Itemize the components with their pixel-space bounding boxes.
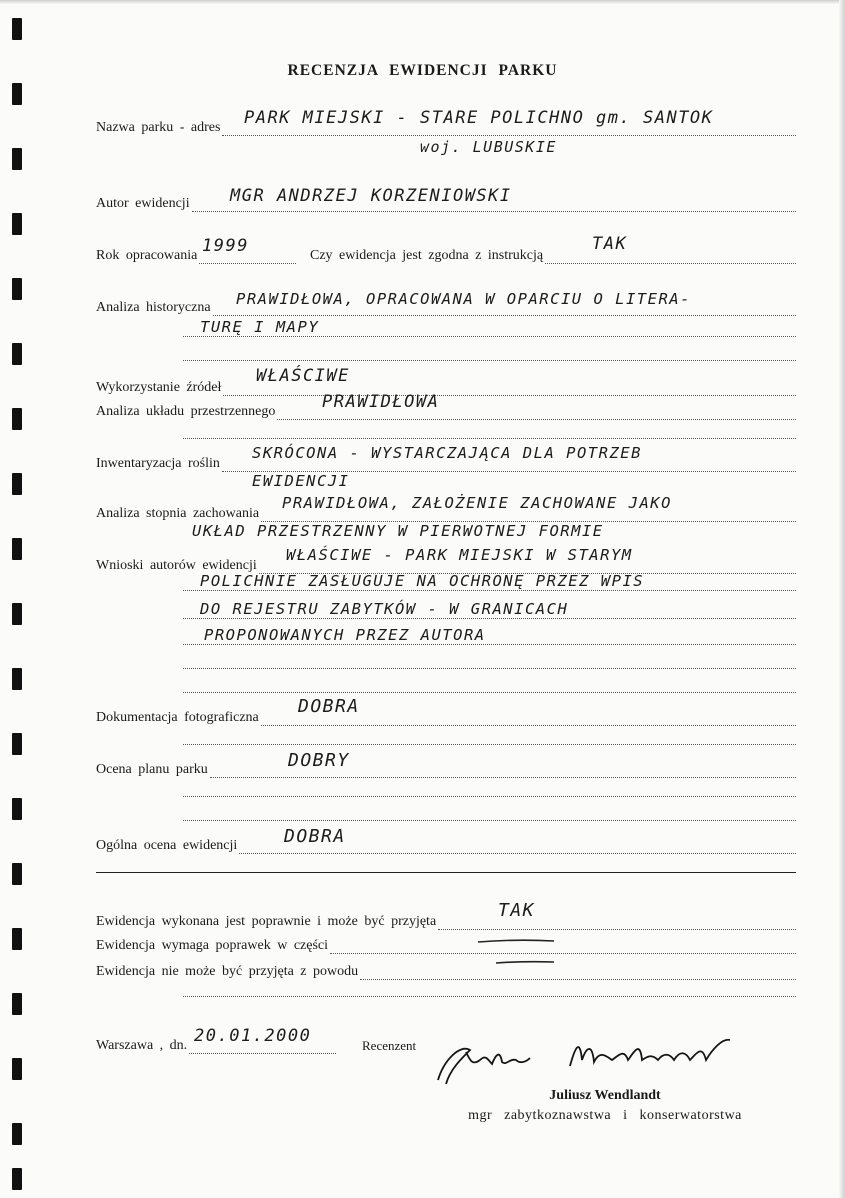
- binding-hole: [12, 928, 22, 950]
- binding-hole: [12, 668, 22, 690]
- label-uklad: Analiza układu przestrzennego: [96, 404, 276, 419]
- value-wnioski-line3: DO REJESTRU ZABYTKÓW - W GRANICACH: [200, 600, 569, 618]
- dotted-line: [330, 939, 796, 954]
- binding-hole: [12, 83, 22, 105]
- binding-hole: [12, 603, 22, 625]
- binding-hole: [12, 798, 22, 820]
- label-rok: Rok opracowania: [96, 248, 198, 263]
- value-rok: 1999: [202, 236, 249, 256]
- dash-mark: [494, 958, 556, 968]
- value-analiza-historyczna-line2: TURĘ I MAPY: [200, 318, 320, 336]
- value-wnioski: WŁAŚCIWE - PARK MIEJSKI W STARYM: [286, 546, 633, 564]
- label-stopnia: Analiza stopnia zachowania: [96, 506, 260, 521]
- value-nazwa-line2: woj. LUBUSKIE: [420, 138, 557, 156]
- signature-text: Juliusz Wendlandt: [430, 1030, 438, 1031]
- value-nazwa: PARK MIEJSKI - STARE POLICHNO gm. SANTOK: [244, 108, 714, 128]
- dotted-line: [183, 590, 796, 591]
- dotted-line: [183, 438, 796, 439]
- binding-hole: [12, 213, 22, 235]
- label-foto: Dokumentacja fotograficzna: [96, 710, 259, 725]
- value-stopnia: PRAWIDŁOWA, ZAŁOŻENIE ZACHOWANE JAKO: [282, 494, 672, 512]
- label-autor: Autor ewidencji: [96, 196, 190, 211]
- row-uklad: [96, 400, 796, 420]
- label-zrodla: Wykorzystanie źródeł: [96, 380, 222, 395]
- value-przyjeta: TAK: [498, 900, 536, 921]
- dotted-line: [183, 996, 796, 997]
- binding-hole: [12, 1058, 22, 1080]
- dotted-line: [183, 360, 796, 361]
- binding-hole: [12, 473, 22, 495]
- reviewer-block: [420, 1088, 790, 1124]
- label-reviewer: Recenzent: [362, 1038, 417, 1053]
- label-analiza-historyczna: Analiza historyczna: [96, 300, 211, 315]
- value-analiza-historyczna: PRAWIDŁOWA, OPRACOWANA W OPARCIU O LITERA-: [236, 290, 691, 308]
- value-zrodla: WŁAŚCIWE: [256, 366, 350, 386]
- dotted-line: [183, 668, 796, 669]
- value-roslin-line2: EWIDENCJI: [252, 472, 350, 490]
- row-poprawek: [96, 934, 796, 954]
- label-place: Warszawa , dn.: [96, 1038, 188, 1053]
- value-ogolna: DOBRA: [284, 826, 346, 847]
- binding-hole: [12, 148, 22, 170]
- binding-holes: [12, 18, 24, 1188]
- value-foto: DOBRA: [298, 696, 360, 717]
- binding-hole: [12, 993, 22, 1015]
- label-plan: Ocena planu parku: [96, 762, 208, 777]
- label-wnioski: Wnioski autorów ewidencji: [96, 558, 257, 573]
- row-nie: [96, 960, 796, 980]
- row-ogolna: [96, 834, 796, 854]
- value-autor: MGR ANDRZEJ KORZENIOWSKI: [230, 186, 512, 206]
- binding-hole: [12, 18, 22, 40]
- value-wnioski-line4: PROPONOWANYCH PRZEZ AUTORA: [204, 626, 486, 644]
- dotted-line: [438, 915, 796, 930]
- dotted-line: [183, 618, 796, 619]
- value-wnioski-line2: POLICHNIE ZASŁUGUJE NA OCHRONĘ PRZEZ WPIS: [200, 572, 645, 590]
- dotted-line: [183, 692, 796, 693]
- dotted-line: [183, 644, 796, 645]
- binding-hole: [12, 733, 22, 755]
- dotted-line: [183, 336, 796, 337]
- row-plan: [96, 758, 796, 778]
- dotted-line: [183, 796, 796, 797]
- dotted-line: [183, 744, 796, 745]
- binding-hole: [12, 1168, 22, 1190]
- dotted-line: [545, 249, 796, 264]
- row-rok: [96, 244, 296, 264]
- binding-hole: [12, 343, 22, 365]
- binding-hole: [12, 1123, 22, 1145]
- value-plan: DOBRY: [288, 750, 350, 771]
- label-ogolna: Ogólna ocena ewidencji: [96, 838, 238, 853]
- binding-hole: [12, 408, 22, 430]
- row-przyjeta: [96, 910, 796, 930]
- label-zgodna: Czy ewidencja jest zgodna z instrukcją: [310, 248, 544, 263]
- value-zgodna: TAK: [592, 234, 628, 254]
- value-date: 20.01.2000: [194, 1026, 312, 1046]
- binding-hole: [12, 538, 22, 560]
- scan-edge-right: [839, 0, 845, 1198]
- scan-edge-top: [0, 0, 845, 4]
- section-divider: [96, 872, 796, 873]
- binding-hole: [12, 863, 22, 885]
- row-zrodla: [96, 376, 796, 396]
- reviewer-name: Juliusz Wendlandt: [549, 1088, 661, 1103]
- handwritten-signature: [430, 1030, 760, 1090]
- binding-hole: [12, 278, 22, 300]
- value-roslin: SKRÓCONA - WYSTARCZAJĄCA DLA POTRZEB: [252, 444, 642, 462]
- row-zgodna: [310, 244, 796, 264]
- label-nie: Ewidencja nie może być przyjęta z powodu: [96, 964, 359, 979]
- label-roslin: Inwentaryzacja roślin: [96, 456, 220, 471]
- document-title: RECENZJA EWIDENCJI PARKU: [287, 62, 558, 79]
- label-poprawek: Ewidencja wymaga poprawek w części: [96, 938, 329, 953]
- value-uklad: PRAWIDŁOWA: [322, 392, 440, 412]
- row-reviewer: [362, 1034, 432, 1054]
- label-nazwa: Nazwa parku - adres: [96, 120, 221, 135]
- dash-mark: [476, 936, 556, 946]
- dotted-line: [183, 820, 796, 821]
- dotted-line: [360, 965, 796, 980]
- reviewer-title: mgr zabytkoznawstwa i konserwatorstwa: [468, 1108, 742, 1123]
- value-stopnia-line2: UKŁAD PRZESTRZENNY W PIERWOTNEJ FORMIE: [192, 522, 604, 540]
- label-przyjeta: Ewidencja wykonana jest poprawnie i może być przyjęta: [96, 914, 437, 929]
- row-foto: [96, 706, 796, 726]
